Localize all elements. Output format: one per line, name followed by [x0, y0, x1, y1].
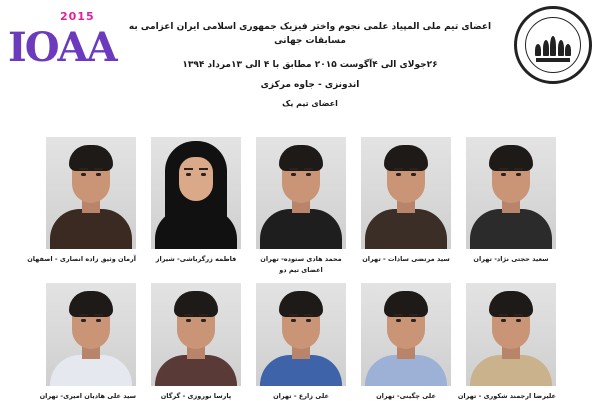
logo-word: IOAA — [8, 24, 116, 71]
member-card — [256, 283, 356, 401]
member-name: سعید حجتی نژاد- تهران — [473, 255, 549, 263]
title-main: اعضای تیم ملی المپیاد علمی نجوم واختر فیزیک جمهوری اسلامی ایران اعزامی به مسابقات جهانی — [128, 22, 492, 46]
member-photo — [151, 283, 241, 386]
member-photo — [46, 283, 136, 386]
member-card — [39, 283, 146, 401]
member-name: سید علی هادیان امیری- تهران — [39, 392, 136, 400]
member-name: علی زارع - تهران — [273, 392, 329, 400]
member-card — [361, 283, 461, 401]
page-title-block — [120, 20, 500, 110]
member-card — [27, 137, 146, 264]
member-photo — [256, 283, 346, 386]
member-name: علیرضا ارجمند شکوری - تهران — [457, 392, 556, 400]
ioaa-2015-logo — [2, 6, 120, 76]
title-team-one: اعضای تیم یک — [282, 99, 338, 108]
team-two-heading: اعضای تیم دو — [279, 266, 323, 274]
member-photo — [46, 137, 136, 249]
member-photo — [466, 283, 556, 386]
logo-year: 2015 — [60, 10, 95, 23]
title-location: اندونزی - جاوه مرکزی — [260, 80, 360, 90]
member-photo — [361, 283, 451, 386]
member-name: پارسا نوروزی - گرگان — [160, 392, 232, 400]
member-name: آرمان وثیق زاده انصاری - اصفهان — [27, 255, 136, 263]
member-card — [256, 137, 356, 275]
member-card — [151, 137, 251, 264]
member-name: سید مرتضی سادات - تهران — [362, 255, 450, 263]
member-name: علی چگینی- تهران — [376, 392, 436, 400]
member-card — [457, 283, 566, 401]
member-card — [361, 137, 461, 264]
member-photo — [256, 137, 346, 249]
member-photo — [361, 137, 451, 249]
title-dates: ۲۶جولای الی ۴آگوست ۲۰۱۵ مطابق با ۴ الی ۱۳مرداد ۱۳۹۴ — [182, 60, 438, 70]
member-name: فاطمه زرگرباشی- شیراز — [155, 255, 237, 263]
olympiad-emblem-icon — [514, 6, 592, 84]
member-card — [151, 283, 251, 401]
member-card — [466, 137, 566, 264]
member-name: محمد هادی ستوده- تهران — [260, 255, 342, 263]
member-photo — [151, 137, 241, 249]
member-photo — [466, 137, 556, 249]
